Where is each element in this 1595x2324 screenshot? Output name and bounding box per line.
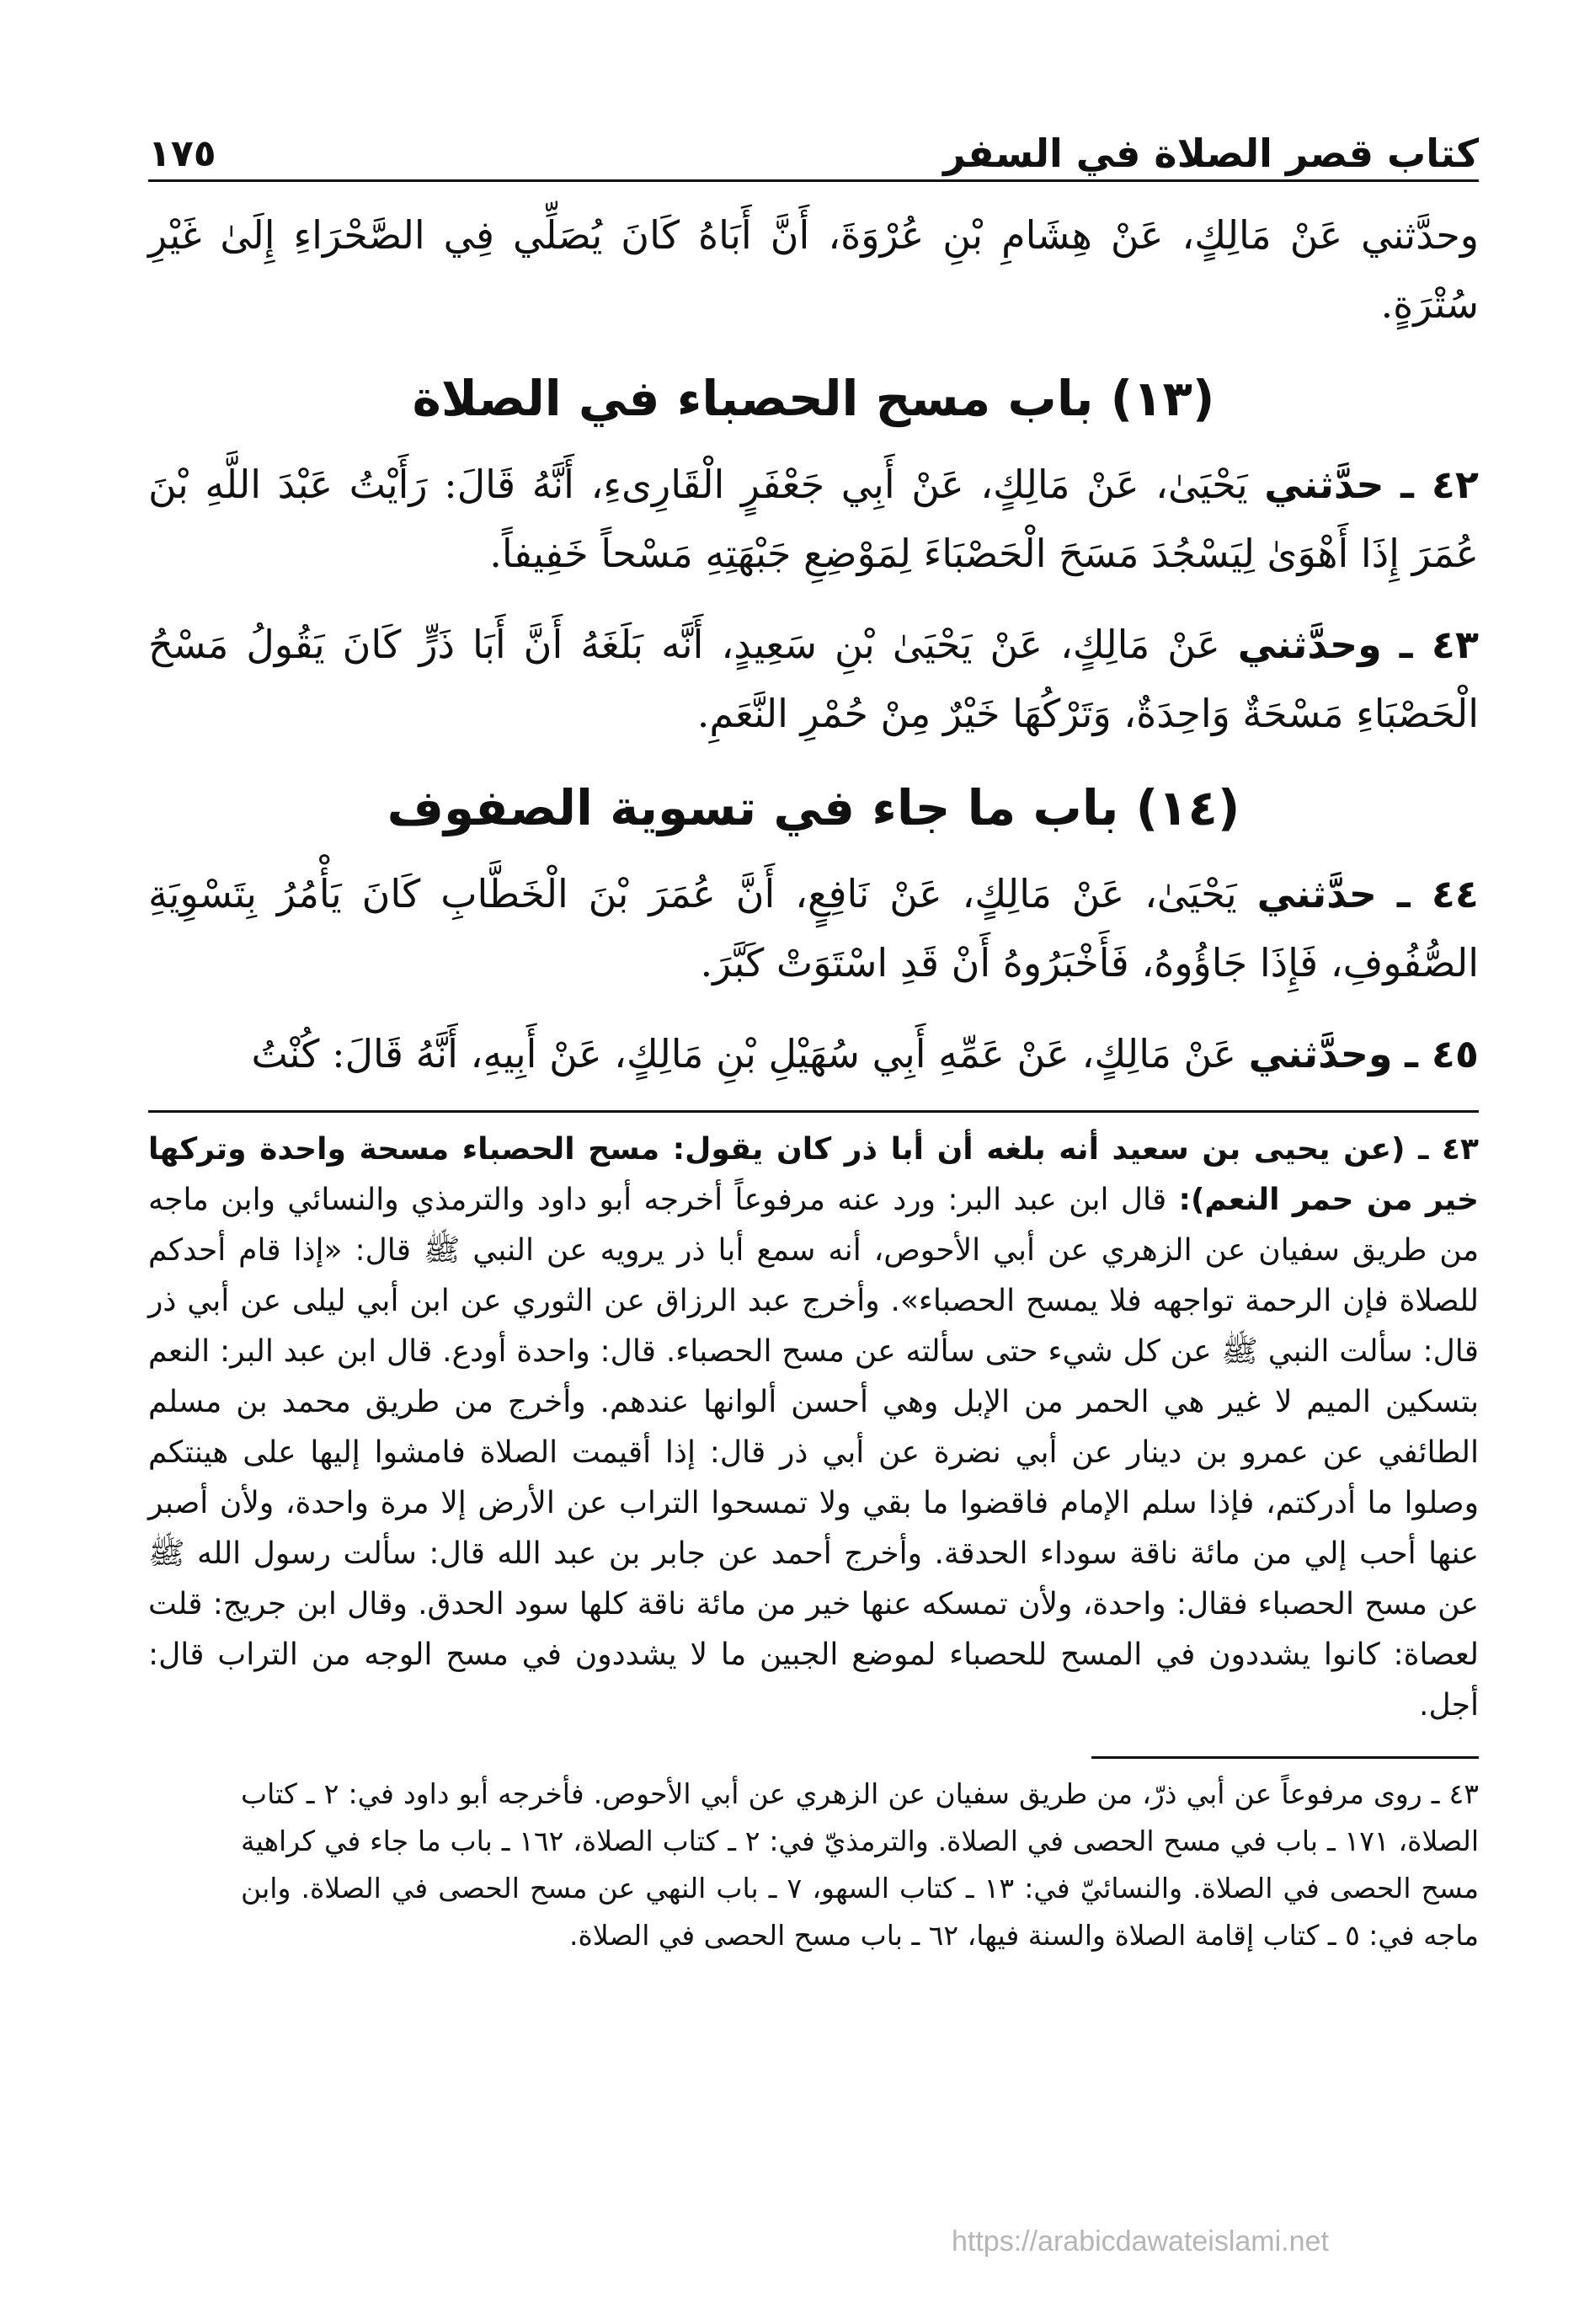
footnote-divider <box>1091 1756 1479 1759</box>
hadith-lead: حدَّثني <box>1256 871 1377 916</box>
page-number: ١٧٥ <box>148 132 216 175</box>
commentary-heading: ٤٣ ـ (عن يحيى بن سعيد أنه بلغه أن أبا ذر كان يقول: مسح الحصباء مسحة واحدة وتركها خير من حمر النعم): <box>148 1132 1479 1217</box>
hadith-text: يَحْيَىٰ، عَنْ مَالِكٍ، عَنْ أَبِي جَعْفَرٍ الْقَارِىءِ، أَنَّهُ قَالَ: رَأَيْتُ عَبْدَ اللَّهِ بْنَ عُمَرَ إِذَا أَهْوَىٰ لِيَسْجُدَ مَسَحَ الْحَصْبَاءَ لِمَوْضِعِ جَبْهَتِهِ مَسْحاً خَفِيفاً. <box>148 462 1479 576</box>
commentary-divider <box>148 1110 1479 1113</box>
hadith-text: عَنْ مَالِكٍ، عَنْ عَمِّهِ أَبِي سُهَيْلِ بْنِ مَالِكٍ، عَنْ أَبِيهِ، أَنَّهُ قَالَ: كُنْتُ <box>251 1031 1236 1077</box>
watermark-url: https://arabicdawateislami.net <box>952 2225 1329 2257</box>
hadith-45 <box>148 1019 1479 1088</box>
header-title: كتاب قصر الصلاة في السفر <box>943 131 1479 176</box>
commentary-43 <box>148 1125 1479 1731</box>
hadith-lead: حدَّثني <box>1264 462 1384 507</box>
hadith-number: ٤٥ ـ <box>1405 1031 1479 1077</box>
running-header <box>148 101 1479 182</box>
hadith-lead: وحدَّثني <box>1248 1031 1393 1077</box>
main-text <box>148 200 1479 1088</box>
hadith-number: ٤٣ ـ <box>1399 622 1479 667</box>
hadith-intro: وحدَّثني عَنْ مَالِكٍ، عَنْ هِشَامِ بْنِ عُرْوَةَ، أَنَّ أَبَاهُ كَانَ يُصَلِّي فِي الصَّحْرَاءِ إِلَىٰ غَيْرِ سُتْرَةٍ. <box>148 212 1479 327</box>
hadith-number: ٤٤ ـ <box>1396 871 1479 916</box>
commentary-text: قال ابن عبد البر: ورد عنه مرفوعاً أخرجه أبو داود والترمذي والنسائي وابن ماجه من طريق سفيان عن الزهري عن أبي الأحوص، أنه سمع أبا ذر يرويه عن النبي ﷺ قال: «إذا قام أحدكم للصلاة فإن الرحمة تواجهه فلا يمسح الحصباء». وأخرج عبد الرزاق عن الثوري عن ابن أبي ليلى عن أبي ذر قال: سألت النبي ﷺ عن كل شيء حتى سألته عن مسح الحصباء. قال: واحدة أودع. قال ابن عبد البر: النعم بتسكين الميم لا غير هي الحمر من الإبل وهي أحسن ألوانها عندهم. وأخرج من طريق محمد بن مسلم الطائفي عن عمرو بن دينار عن أبي نضرة عن أبي ذر قال: إذا أقيمت الصلاة فامشوا إليها على هينتكم وصلوا ما أدركتم، فإذا سلم الإمام فاقضوا ما بقي ولا تمسحوا التراب عن الأرض إلا مرة واحدة، ولأن أصبر عنها أحب إلي من مائة ناقة سوداء الحدقة. وأخرج أحمد عن جابر بن عبد الله قال: سألت رسول الله ﷺ عن مسح الحصباء فقال: واحدة، ولأن تمسكه عنها خير من مائة ناقة كلها سود الحدق. وقال ابن جريج: قلت لعصاة: كانوا يشددون في المسح للحصباء لموضع الجبين ما لا يشددون في مسح الوجه من التراب قال: أجل. <box>148 1183 1479 1723</box>
hadith-number: ٤٢ ـ <box>1400 462 1479 507</box>
footnote-43: ٤٣ ـ روى مرفوعاً عن أبي ذرّ، من طريق سفيان عن الزهري عن أبي الأحوص. فأخرجه أبو داود في: ٢ ـ كتاب الصلاة، ١٧١ ـ باب في مسح الحصى في الصلاة. والترمذيّ في: ٢ ـ كتاب الصلاة، ١٦٢ ـ باب ما جاء في كراهية مسح الحصى في الصلاة. والنسائيّ في: ١٣ ـ كتاب السهو، ٧ ـ باب النهي عن مسح الحصى في الصلاة. وابن ماجه في: ٥ ـ كتاب إقامة الصلاة والسنة فيها، ٦٢ ـ باب مسح الحصى في الصلاة. <box>241 1777 1480 1952</box>
hadith-text: يَحْيَىٰ، عَنْ مَالِكٍ، عَنْ نَافِعٍ، أَنَّ عُمَرَ بْنَ الْخَطَّابِ كَانَ يَأْمُرُ بِتَسْوِيَةِ الصُّفُوفِ، فَإِذَا جَاؤُوهُ، فَأَخْبَرُوهُ أَنْ قَدِ اسْتَوَتْ كَبَّرَ. <box>148 871 1479 986</box>
hadith-43 <box>148 610 1479 748</box>
chapter-heading-13: (١٣) باب مسح الحصباء في الصلاة <box>412 370 1215 427</box>
chapter-heading-14: (١٤) باب ما جاء في تسوية الصفوف <box>387 779 1240 836</box>
book-page <box>148 101 1479 2257</box>
hadith-text: عَنْ مَالِكٍ، عَنْ يَحْيَىٰ بْنِ سَعِيدٍ، أَنَّه بَلَغَهُ أَنَّ أَبَا ذَرٍّ كَانَ يَقُولُ مَسْحُ الْحَصْبَاءِ مَسْحَةٌ وَاحِدَةٌ، وَتَرْكُهَا خَيْرٌ مِنْ حُمْرِ النَّعَمِ. <box>148 622 1479 736</box>
hadith-42 <box>148 450 1479 588</box>
hadith-44 <box>148 859 1479 997</box>
hadith-lead: وحدَّثني <box>1237 622 1382 667</box>
